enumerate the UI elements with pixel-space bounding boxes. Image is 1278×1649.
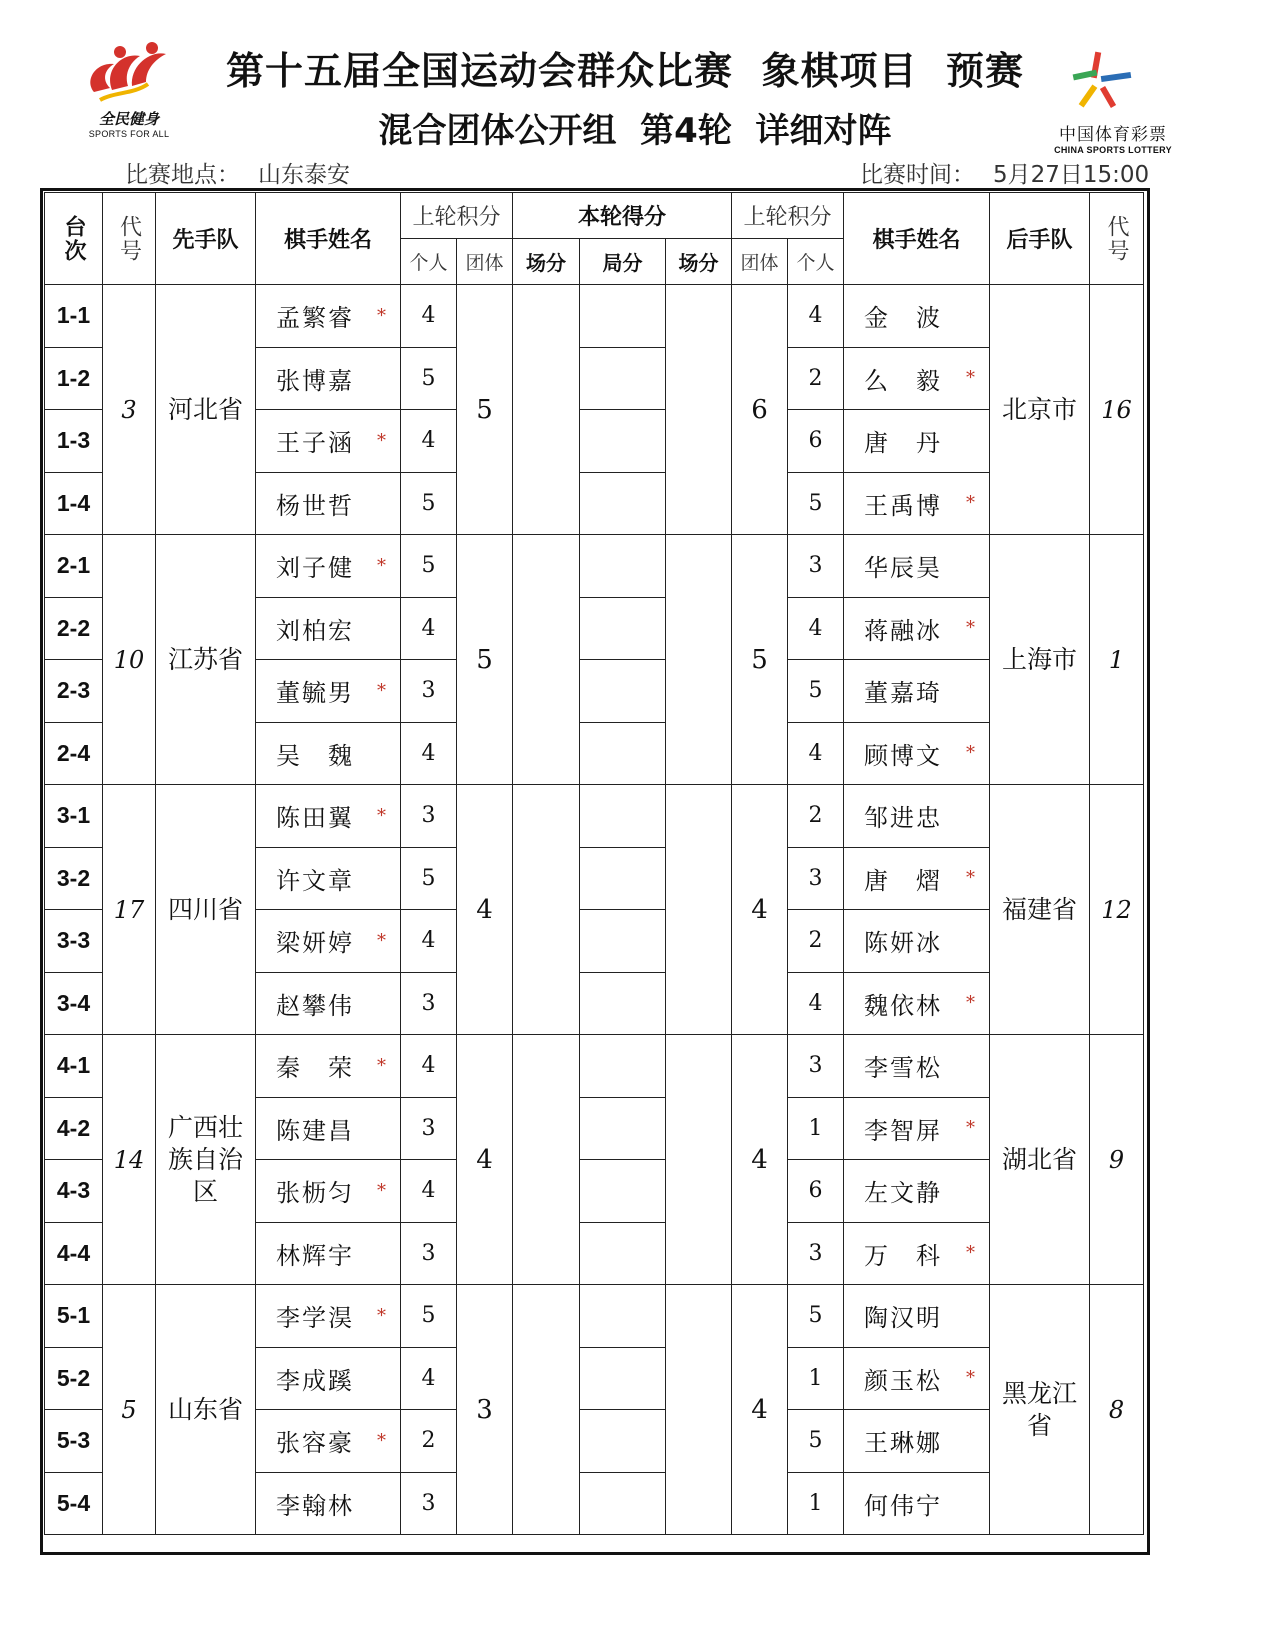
col-personal-right: 个人 (788, 239, 844, 285)
home-player-label: 刘子健 (276, 554, 354, 583)
away-player-name (844, 1222, 990, 1285)
col-match-pts-right: 场分 (666, 239, 732, 285)
board-number: 2-3 (45, 660, 103, 723)
away-player-name (844, 972, 990, 1035)
home-personal-score: 4 (401, 285, 457, 348)
home-personal-score: 3 (401, 660, 457, 723)
home-player-label: 赵攀伟 (276, 991, 354, 1020)
home-player-label: 孟繁睿 (276, 304, 354, 333)
away-player-label: 金 波 (864, 304, 942, 333)
away-personal-score: 6 (788, 410, 844, 473)
home-personal-score: 3 (401, 1097, 457, 1160)
away-player-name (844, 472, 990, 535)
away-team-code: 12 (1090, 785, 1144, 1035)
home-personal-score: 5 (401, 347, 457, 410)
home-player-name (256, 410, 401, 473)
away-personal-score: 3 (788, 535, 844, 598)
home-player-label: 李成蹊 (276, 1366, 354, 1395)
board-number: 2-1 (45, 535, 103, 598)
away-player-name (844, 1410, 990, 1473)
away-personal-score: 5 (788, 472, 844, 535)
away-team-name: 北京市 (990, 285, 1090, 535)
away-personal-score: 5 (788, 1410, 844, 1473)
home-personal-score: 3 (401, 1472, 457, 1535)
away-team-name: 上海市 (990, 535, 1090, 785)
home-team-code: 17 (103, 785, 156, 1035)
home-team-name: 广西壮族自治区 (156, 1035, 256, 1285)
home-player-name (256, 722, 401, 785)
home-player-label: 陈建昌 (276, 1116, 354, 1145)
asterisk-icon: * (377, 1055, 388, 1077)
board-number: 3-2 (45, 847, 103, 910)
home-personal-score: 4 (401, 1347, 457, 1410)
lottery-star-icon (1045, 50, 1175, 114)
away-player-label: 魏依林 (864, 991, 942, 1020)
home-player-name (256, 785, 401, 848)
home-player-name (256, 1097, 401, 1160)
away-team-score: 6 (732, 285, 788, 535)
away-player-label: 陈妍冰 (864, 929, 942, 958)
home-team-score: 3 (457, 1285, 513, 1535)
away-personal-score: 5 (788, 1285, 844, 1348)
away-personal-score: 4 (788, 972, 844, 1035)
away-personal-score: 4 (788, 722, 844, 785)
home-player-name (256, 347, 401, 410)
away-player-label: 左文静 (864, 1179, 942, 1208)
away-team-code: 16 (1090, 285, 1144, 535)
game-points-cell[interactable] (580, 410, 666, 473)
game-points-cell[interactable] (580, 785, 666, 848)
game-points-cell[interactable] (580, 1410, 666, 1473)
home-player-label: 秦 荣 (276, 1054, 354, 1083)
away-player-label: 王琳娜 (864, 1429, 942, 1458)
home-match-points-cell[interactable] (513, 1285, 580, 1535)
asterisk-icon: * (966, 992, 977, 1014)
away-player-name (844, 1097, 990, 1160)
away-team-score: 4 (732, 785, 788, 1035)
away-team-score: 4 (732, 1035, 788, 1285)
home-player-name (256, 1410, 401, 1473)
asterisk-icon: * (377, 1305, 388, 1327)
board-number: 4-3 (45, 1160, 103, 1223)
home-player-label: 董毓男 (276, 679, 354, 708)
home-team-code: 3 (103, 285, 156, 535)
logo-right-en: CHINA SPORTS LOTTERY (1054, 145, 1172, 155)
away-player-name (844, 1285, 990, 1348)
asterisk-icon: * (966, 742, 977, 764)
logo-left-cn: 全民健身 (98, 110, 159, 128)
away-player-name (844, 660, 990, 723)
col-code-left: 代号 (103, 193, 156, 285)
china-sports-lottery-logo (1045, 50, 1175, 160)
home-player-label: 吴 魏 (276, 741, 354, 770)
home-player-label: 张容豪 (276, 1429, 354, 1458)
asterisk-icon: * (966, 367, 977, 389)
col-game-pts: 局分 (580, 239, 666, 285)
home-player-name (256, 535, 401, 598)
board-number: 3-4 (45, 972, 103, 1035)
away-personal-score: 2 (788, 785, 844, 848)
away-player-label: 王禹博 (864, 491, 942, 520)
home-team-score: 5 (457, 535, 513, 785)
away-personal-score: 3 (788, 847, 844, 910)
col-board: 台次 (45, 193, 103, 285)
board-number: 4-1 (45, 1035, 103, 1098)
game-points-cell[interactable] (580, 910, 666, 973)
game-points-cell[interactable] (580, 597, 666, 660)
game-points-cell[interactable] (580, 1035, 666, 1098)
away-player-name (844, 347, 990, 410)
home-team-score: 4 (457, 1035, 513, 1285)
home-player-name (256, 1285, 401, 1348)
time-info (860, 156, 1149, 189)
time-label: 比赛时间： (860, 162, 975, 188)
col-prev-score-left: 上轮积分 (401, 193, 513, 239)
home-team-score: 4 (457, 785, 513, 1035)
home-personal-score: 4 (401, 1160, 457, 1223)
sports-for-all-logo (74, 40, 184, 145)
away-personal-score: 1 (788, 1097, 844, 1160)
away-personal-score: 1 (788, 1472, 844, 1535)
away-player-name (844, 535, 990, 598)
sports-figure-icon (74, 40, 184, 110)
venue-info (125, 156, 350, 189)
away-player-label: 董嘉琦 (864, 679, 942, 708)
home-team-score: 5 (457, 285, 513, 535)
asterisk-icon: * (966, 492, 977, 514)
home-team-name: 山东省 (156, 1285, 256, 1535)
away-match-points-cell[interactable] (666, 535, 732, 785)
board-number: 2-4 (45, 722, 103, 785)
home-team-code: 5 (103, 1285, 156, 1535)
table-row (45, 785, 1144, 848)
asterisk-icon: * (377, 930, 388, 952)
col-team-left: 团体 (457, 239, 513, 285)
home-personal-score: 5 (401, 1285, 457, 1348)
away-player-label: 顾博文 (864, 741, 942, 770)
board-number: 5-2 (45, 1347, 103, 1410)
away-team-name: 湖北省 (990, 1035, 1090, 1285)
home-player-label: 刘柏宏 (276, 616, 354, 645)
away-player-name (844, 910, 990, 973)
away-player-name (844, 1160, 990, 1223)
col-second-team: 后手队 (990, 193, 1090, 285)
col-this-round: 本轮得分 (513, 193, 732, 239)
game-points-cell[interactable] (580, 535, 666, 598)
home-player-label: 陈田翼 (276, 804, 354, 833)
home-player-name (256, 1035, 401, 1098)
home-personal-score: 3 (401, 785, 457, 848)
asterisk-icon: * (377, 305, 388, 327)
away-player-name (844, 1347, 990, 1410)
away-player-name (844, 597, 990, 660)
time-value: 5月27日15:00 (993, 162, 1150, 188)
home-player-label: 杨世哲 (276, 491, 354, 520)
board-number: 1-3 (45, 410, 103, 473)
board-number: 5-4 (45, 1472, 103, 1535)
home-personal-score: 2 (401, 1410, 457, 1473)
home-player-label: 梁妍婷 (276, 929, 354, 958)
home-player-label: 林辉宇 (276, 1241, 354, 1270)
home-match-points-cell[interactable] (513, 1035, 580, 1285)
venue-value: 山东泰安 (258, 162, 350, 188)
home-player-label: 张枥匀 (276, 1179, 354, 1208)
board-number: 5-3 (45, 1410, 103, 1473)
home-team-name: 江苏省 (156, 535, 256, 785)
asterisk-icon: * (966, 1367, 977, 1389)
away-player-label: 唐 丹 (864, 429, 942, 458)
home-player-name (256, 847, 401, 910)
game-points-cell[interactable] (580, 1222, 666, 1285)
away-player-name (844, 847, 990, 910)
away-personal-score: 4 (788, 597, 844, 660)
away-personal-score: 2 (788, 347, 844, 410)
asterisk-icon: * (377, 1180, 388, 1202)
home-personal-score: 4 (401, 722, 457, 785)
away-player-name (844, 722, 990, 785)
home-player-name (256, 1347, 401, 1410)
game-points-cell[interactable] (580, 1285, 666, 1348)
game-points-cell[interactable] (580, 1097, 666, 1160)
home-team-name: 四川省 (156, 785, 256, 1035)
home-team-code: 14 (103, 1035, 156, 1285)
away-team-name: 福建省 (990, 785, 1090, 1035)
away-personal-score: 4 (788, 285, 844, 348)
away-player-label: 邹进忠 (864, 804, 942, 833)
away-player-label: 万 科 (864, 1241, 942, 1270)
home-personal-score: 3 (401, 1222, 457, 1285)
home-match-points-cell[interactable] (513, 535, 580, 785)
home-player-name (256, 660, 401, 723)
game-points-cell[interactable] (580, 285, 666, 348)
table-row (45, 1285, 1144, 1348)
away-player-label: 何伟宁 (864, 1491, 942, 1520)
col-team-right: 团体 (732, 239, 788, 285)
home-personal-score: 4 (401, 910, 457, 973)
game-points-cell[interactable] (580, 472, 666, 535)
away-team-score: 5 (732, 535, 788, 785)
home-player-name (256, 1160, 401, 1223)
board-number: 2-2 (45, 597, 103, 660)
home-player-label: 李翰林 (276, 1491, 354, 1520)
asterisk-icon: * (377, 805, 388, 827)
logo-left-en: SPORTS FOR ALL (88, 129, 170, 139)
col-player-right: 棋手姓名 (844, 193, 990, 285)
board-number: 3-1 (45, 785, 103, 848)
page-title: 第十五届全国运动会群众比赛 象棋项目 预赛 (226, 49, 1024, 93)
home-personal-score: 4 (401, 410, 457, 473)
game-points-cell[interactable] (580, 347, 666, 410)
away-match-points-cell[interactable] (666, 1035, 732, 1285)
table-row (45, 535, 1144, 598)
pairing-table (44, 192, 1144, 1535)
away-team-code: 1 (1090, 535, 1144, 785)
board-number: 3-3 (45, 910, 103, 973)
page-subtitle: 混合团体公开组 第4轮 详细对阵 (378, 111, 892, 151)
board-number: 5-1 (45, 1285, 103, 1348)
away-team-name: 黑龙江省 (990, 1285, 1090, 1535)
board-number: 1-2 (45, 347, 103, 410)
game-points-cell[interactable] (580, 1472, 666, 1535)
away-player-name (844, 410, 990, 473)
away-personal-score: 3 (788, 1035, 844, 1098)
game-points-cell[interactable] (580, 1347, 666, 1410)
game-points-cell[interactable] (580, 660, 666, 723)
away-personal-score: 1 (788, 1347, 844, 1410)
asterisk-icon: * (966, 1242, 977, 1264)
col-first-team: 先手队 (156, 193, 256, 285)
home-personal-score: 3 (401, 972, 457, 1035)
game-points-cell[interactable] (580, 1160, 666, 1223)
away-personal-score: 2 (788, 910, 844, 973)
home-personal-score: 4 (401, 1035, 457, 1098)
home-match-points-cell[interactable] (513, 285, 580, 535)
asterisk-icon: * (377, 555, 388, 577)
home-player-label: 李学淏 (276, 1304, 354, 1333)
asterisk-icon: * (966, 617, 977, 639)
away-player-label: 么 毅 (864, 366, 942, 395)
table-row (45, 1035, 1144, 1098)
logo-right-cn: 中国体育彩票 (1059, 125, 1167, 145)
away-player-label: 李雪松 (864, 1054, 942, 1083)
away-match-points-cell[interactable] (666, 1285, 732, 1535)
away-player-name (844, 785, 990, 848)
away-match-points-cell[interactable] (666, 285, 732, 535)
game-points-cell[interactable] (580, 722, 666, 785)
home-player-name (256, 472, 401, 535)
home-team-name: 河北省 (156, 285, 256, 535)
home-player-name (256, 972, 401, 1035)
away-personal-score: 3 (788, 1222, 844, 1285)
away-player-label: 蒋融冰 (864, 616, 942, 645)
away-team-score: 4 (732, 1285, 788, 1535)
asterisk-icon: * (966, 867, 977, 889)
away-player-name (844, 285, 990, 348)
asterisk-icon: * (377, 430, 388, 452)
home-team-code: 10 (103, 535, 156, 785)
col-prev-score-right: 上轮积分 (732, 193, 844, 239)
board-number: 1-1 (45, 285, 103, 348)
col-personal-left: 个人 (401, 239, 457, 285)
away-player-name (844, 1472, 990, 1535)
away-player-label: 唐 熠 (864, 866, 942, 895)
game-points-cell[interactable] (580, 972, 666, 1035)
home-player-name (256, 1472, 401, 1535)
home-personal-score: 4 (401, 597, 457, 660)
home-personal-score: 5 (401, 535, 457, 598)
away-team-code: 8 (1090, 1285, 1144, 1535)
home-player-label: 张博嘉 (276, 366, 354, 395)
board-number: 4-2 (45, 1097, 103, 1160)
away-personal-score: 5 (788, 660, 844, 723)
game-points-cell[interactable] (580, 847, 666, 910)
home-player-name (256, 597, 401, 660)
home-personal-score: 5 (401, 847, 457, 910)
asterisk-icon: * (966, 1117, 977, 1139)
away-personal-score: 6 (788, 1160, 844, 1223)
home-player-label: 王子涵 (276, 429, 354, 458)
home-player-name (256, 285, 401, 348)
away-match-points-cell[interactable] (666, 785, 732, 1035)
away-player-label: 李智屏 (864, 1116, 942, 1145)
away-team-code: 9 (1090, 1035, 1144, 1285)
home-player-name (256, 1222, 401, 1285)
col-match-pts-left: 场分 (513, 239, 580, 285)
table-row (45, 285, 1144, 348)
away-player-name (844, 1035, 990, 1098)
away-player-label: 陶汉明 (864, 1304, 942, 1333)
board-number: 4-4 (45, 1222, 103, 1285)
away-player-label: 华辰昊 (864, 554, 942, 583)
home-match-points-cell[interactable] (513, 785, 580, 1035)
col-player-left: 棋手姓名 (256, 193, 401, 285)
home-player-name (256, 910, 401, 973)
home-player-label: 许文章 (276, 866, 354, 895)
home-personal-score: 5 (401, 472, 457, 535)
asterisk-icon: * (377, 680, 388, 702)
venue-label: 比赛地点： (125, 162, 240, 188)
col-code-right: 代号 (1090, 193, 1144, 285)
asterisk-icon: * (377, 1430, 388, 1452)
board-number: 1-4 (45, 472, 103, 535)
away-player-label: 颜玉松 (864, 1366, 942, 1395)
